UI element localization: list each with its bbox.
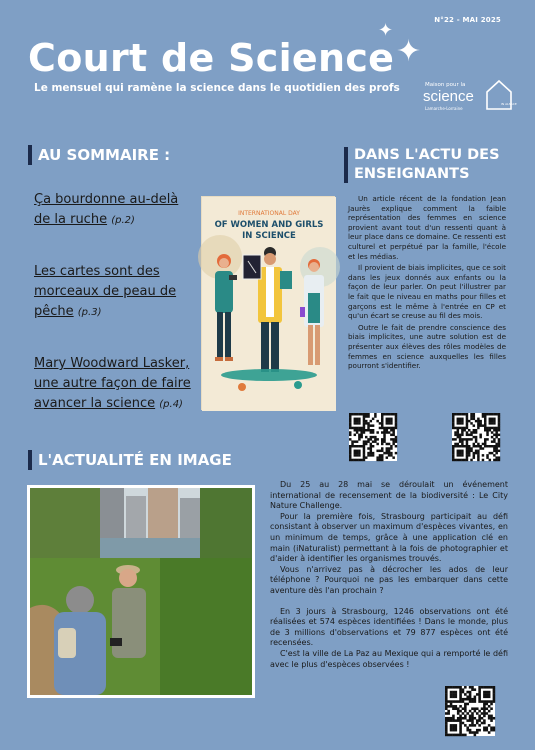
actu-paragraph: Il provient de biais implicites, que ce soit dans les jeux donnés aux enfants ou la façon de leur parler. On peut l'illustrer par le fait que le niveau en maths pour filles et garçons est le même à l'entrée en CP et qu'un écart se creuse au fil des mois. bbox=[348, 263, 506, 321]
sparkle-icon: ✦ bbox=[396, 34, 422, 69]
poster-line3: IN SCIENCE bbox=[242, 231, 296, 241]
toc-item-page: (p.2) bbox=[111, 215, 135, 226]
heading-bar bbox=[344, 147, 348, 183]
qr-pattern bbox=[349, 413, 397, 461]
toc-item-page: (p.4) bbox=[159, 399, 183, 410]
qr-code[interactable] bbox=[349, 413, 397, 461]
heading-bar bbox=[28, 450, 32, 470]
logo-line1: Maison pour la bbox=[425, 82, 466, 88]
poster-illustration bbox=[202, 197, 336, 411]
house-icon bbox=[485, 78, 517, 110]
poster-line2: OF WOMEN AND GIRLS bbox=[214, 220, 324, 230]
maison-pour-la-science-logo[interactable] bbox=[423, 78, 515, 116]
image-paragraph: En 3 jours à Strasbourg, 1246 observations ont été réalisées et 574 espèces identifiées ! Dans le monde, plus de 3 millions d'observations et 79 877 espèces ont été recensées. bbox=[270, 606, 508, 648]
image-heading-text: L'ACTUALITÉ EN IMAGE bbox=[38, 451, 232, 469]
toc-item-title[interactable]: Ça bourdonne au-delà de la ruche bbox=[34, 192, 179, 227]
sommaire-heading bbox=[28, 145, 170, 165]
logo-line2: science bbox=[423, 88, 474, 105]
toc-item-title[interactable]: Mary Woodward Lasker, une autre façon de faire avancer la science bbox=[34, 356, 191, 411]
toc-item-title[interactable]: Les cartes sont des morceaux de peau de pêche bbox=[34, 264, 177, 319]
qr-pattern bbox=[452, 413, 500, 461]
women-in-science-poster bbox=[201, 196, 335, 410]
image-paragraph: Du 25 au 28 mai se déroulait un événement international de recensement de la biodiversité : Le City Nature Challenge. bbox=[270, 480, 508, 511]
issue-number: N°22 - MAI 2025 bbox=[434, 16, 501, 24]
image-article bbox=[270, 480, 508, 670]
actu-paragraph: Outre le fait de prendre conscience des biais implicites, une autre solution est de présenter aux élèves des rôles modèles de femmes en science auxquelles les filles pourront s'identifier. bbox=[348, 322, 506, 371]
sommaire-heading-text: AU SOMMAIRE : bbox=[38, 146, 171, 164]
toc-item[interactable] bbox=[34, 262, 194, 323]
actu-heading bbox=[344, 146, 514, 184]
sparkle-icon: ✦ bbox=[378, 20, 394, 41]
logo-line3: Lamarche-Lorraine bbox=[425, 106, 463, 111]
image-paragraph: Vous n'arrivez pas à décrocher les ados de leur téléphone ? Pourquoi ne pas les embarquer dans cette aventure dès l'an prochain ? bbox=[270, 564, 508, 595]
city-nature-challenge-photo bbox=[27, 485, 255, 698]
logo-house-text: IN ALSACE bbox=[501, 102, 517, 106]
toc-item-page: (p.3) bbox=[77, 307, 102, 318]
actu-paragraph: Un article récent de la fondation Jean Jaurès explique comment la faible représentation des femmes en science provient avant tout d'un ressenti quant à leur place dans ce domaine. Ce ressenti est culturel et perpétué par la famille, l'école et les médias. bbox=[348, 194, 506, 261]
qr-code[interactable] bbox=[445, 686, 495, 736]
image-paragraph: Pour la première fois, Strasbourg participait au défi consistant à observer un maximum d'espèces vivantes, en un minimum de temps, grâce à une application clé en main (iNaturalist) permettant à la fois de photographier et d'aider à identifier les organismes trouvés. bbox=[270, 511, 508, 564]
toc-item[interactable] bbox=[34, 190, 194, 231]
poster-line1: INTERNATIONAL DAY bbox=[238, 210, 300, 217]
image-paragraph: C'est la ville de La Paz au Mexique qui a remporté le défi avec le plus d'espèces observées ! bbox=[270, 648, 508, 669]
newsletter-title: Court de Science bbox=[28, 36, 395, 80]
qr-pattern bbox=[445, 686, 495, 736]
heading-bar bbox=[28, 145, 32, 165]
newsletter-subtitle: Le mensuel qui ramène la science dans le quotidien des profs bbox=[34, 82, 400, 94]
qr-code[interactable] bbox=[452, 413, 500, 461]
toc-item[interactable] bbox=[34, 354, 199, 415]
image-heading bbox=[28, 450, 232, 470]
actu-heading-text: DANS L'ACTU DES ENSEIGNANTS bbox=[354, 147, 500, 182]
actu-article bbox=[348, 194, 506, 373]
photo-scene bbox=[30, 488, 252, 695]
